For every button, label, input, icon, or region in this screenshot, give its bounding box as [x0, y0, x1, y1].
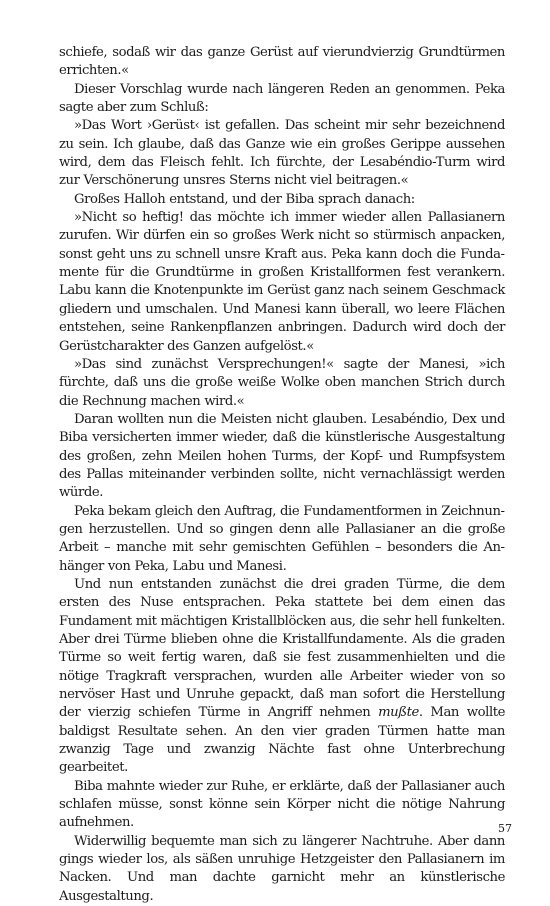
paragraph-2: Dieser Vorschlag wurde nach längeren Reden an genommen. Peka sagte aber zum Schluß: [59, 81, 505, 116]
paragraph-9-emphasis: mußte [378, 705, 419, 721]
paragraph-9 [59, 576, 505, 778]
paragraph-4: Großes Halloh entstand, und der Biba sprach danach: [74, 191, 415, 207]
paragraph-11: Widerwillig bequemte man sich zu längerer Nachtruhe. Aber dann gings wieder los, als säßen unruhige Hetzgeister den Pallasianern im Nacken. Und man dachte garnicht mehr an künstlerische Ausgestaltung. [59, 833, 505, 904]
paragraph-5: »Nicht so heftig! das möchte ich immer wieder allen Pallasianern zurufen. Wir dürfen ein so großes Werk nicht so stürmisch anpacken, sonst geht uns zu schnell unsre Kraft aus. Peka kann doch die Fundamente für die Grundtürme in großen Kristallformen fest verankern. Labu kann die Knotenpunkte im Gerüst ganz nach seinem Geschmack gliedern und umschalen. Und Manesi kann überall, wo leere Flächen entstehen, seine Rankenpflanzen anbringen. Dadurch wird doch der Gerüstcharakter des Ganzen aufgelöst.« [59, 210, 505, 354]
paragraph-8: Peka bekam gleich den Auftrag, die Fundamentformen in Zeichnungen herzustellen. Und so gingen denn alle Pallasianer an die große Arbeit – manche mit sehr gemischten Gefühlen – besonders die Anhänger von Peka, Labu und Manesi. [59, 503, 505, 574]
body-text [59, 44, 505, 906]
paragraph-9-text-after: . Man wollte baldigst Resultate sehen. An den vier graden Türmen hatte man zwanzig Tage und zwanzig Nächte fast ohne Unterbrechung gearbeitet. [59, 705, 506, 776]
page-number: 57 [498, 822, 512, 835]
paragraph-10: Biba mahnte wieder zur Ruhe, er erklärte, daß der Pallasianer auch schlafen müsse, sonst könne sein Körper nicht die nötige Nahrung aufnehmen. [59, 778, 505, 831]
paragraph-1: schiefe, sodaß wir das ganze Gerüst auf vierundvierzig Grundtürmen errichten.« [59, 45, 505, 79]
paragraph-3: »Das Wort ›Gerüst‹ ist gefallen. Das scheint mir sehr bezeichnend zu sein. Ich glaube, daß das Ganze wie ein großes Gerippe aussehen wird, dem das Fleisch fehlt. Ich fürchte, der Lesabéndio-Turm wird zur Verschönerung unsres Sterns nicht viel beitragen.« [59, 118, 505, 189]
paragraph-7: Daran wollten nun die Meisten nicht glauben. Lesabéndio, Dex und Biba versicherten immer wieder, daß die künstlerische Ausgestaltung des großen, zehn Meilen hohen Turms, der Kopf- und Rumpfsystem des Pallas miteinander verbinden sollte, nicht vernachlässigt werden würde. [59, 411, 505, 501]
paragraph-9-text-before: Und nun entstanden zunächst die drei graden Türme, die dem ersten des Nuse entsprachen. Peka stattete bei dem einen das Fundament mit mächtigen Kristallblöcken aus, die sehr hell funkelten. Aber drei Türme blieben ohne die Kristallfundamente. Als die graden Türme so weit fertig waren, daß sie fest zusammenhielten und die nötige Tragkraft versprachen, wurden alle Arbeiter wieder von so nervöser Hast und Unruhe gepackt, daß man sofort die Herstellung der vierzig schiefen Türme in Angriff nehmen [59, 576, 505, 721]
paragraph-6: »Das sind zunächst Versprechungen!« sagte der Manesi, »ich fürchte, daß uns die große weiße Wolke oben manchen Strich durch die Rechnung machen wird.« [59, 356, 505, 409]
